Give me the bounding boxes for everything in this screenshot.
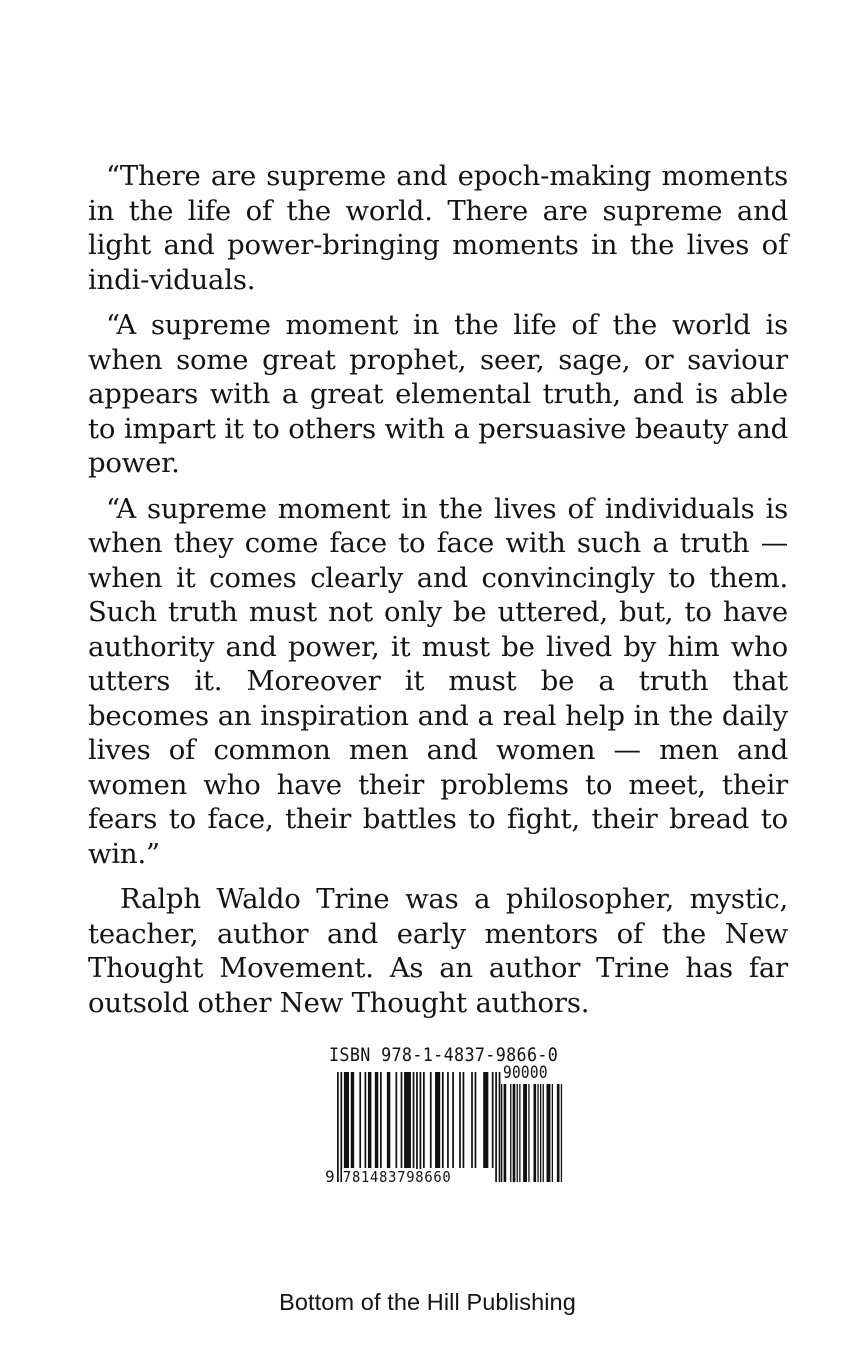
addon-digits: 90000 (503, 1063, 548, 1083)
addon-bar (523, 1084, 527, 1182)
barcode-bar (423, 1072, 425, 1168)
barcode-bar (495, 1072, 497, 1182)
publisher-name: Bottom of the Hill Publishing (279, 1289, 576, 1315)
barcode-bar (430, 1072, 432, 1168)
isbn-barcode (325, 1046, 587, 1190)
quote-paragraph-3: “A supreme moment in the lives of individuals is when they come face to face with such a truth — when it comes clearly and convincingly to them. Such truth must not only be uttered, but, to have authority and power, it must be lived by him who utters it. Moreover it must be a truth that becomes an inspiration and a real help in the daily lives of common men and women — men and women who have their problems to meet, their fears to face, their battles to fight, their bread to win.” (88, 492, 788, 870)
quote-paragraph-1: “There are supreme and epoch-making moments in the life of the world. There are supreme and light and power-bringing moments in the lives of indi-viduals. (88, 160, 788, 296)
barcode-bar (452, 1072, 454, 1168)
barcode-bar (471, 1072, 473, 1168)
barcode-bar (420, 1072, 422, 1182)
barcode-bar (483, 1072, 488, 1168)
author-bio: Ralph Waldo Trine was a philosopher, mystic, teacher, author and early mentors of the New Thought Movement. As an author Trine has far outsold other New Thought authors. (88, 883, 788, 1019)
ean-first-digit: 9 (325, 1167, 335, 1186)
barcode-bar (413, 1072, 415, 1168)
barcode-bar (365, 1072, 367, 1168)
addon-bar (547, 1084, 551, 1182)
barcode-bar (404, 1072, 411, 1168)
addon-bar (517, 1084, 518, 1182)
addon-bar (510, 1084, 511, 1182)
isbn-label: ISBN 978-1-4837-9866-0 (329, 1044, 559, 1066)
barcode-bar (337, 1072, 339, 1182)
barcode-bar (435, 1072, 440, 1168)
addon-bar (534, 1084, 537, 1182)
addon-bar (537, 1084, 538, 1182)
barcode-bar (459, 1072, 461, 1168)
barcode-bar (351, 1072, 354, 1168)
barcode-bar (447, 1072, 449, 1168)
barcode-bar (395, 1072, 397, 1168)
barcode-bar (387, 1072, 390, 1168)
addon-bar (561, 1084, 562, 1182)
barcode-bar (475, 1072, 477, 1168)
barcode-bar (492, 1072, 494, 1168)
addon-bar (557, 1084, 560, 1182)
barcode-bar (380, 1072, 382, 1168)
barcode-bar (463, 1072, 465, 1168)
barcode-bar (442, 1072, 444, 1168)
barcode-bar (344, 1072, 349, 1168)
barcode-bar (359, 1072, 361, 1168)
addon-bar (501, 1084, 502, 1182)
barcode-bar (416, 1072, 418, 1182)
ean-digits: 781483798660 (342, 1169, 476, 1185)
addon-bar (540, 1084, 541, 1182)
barcode-bar (375, 1072, 378, 1168)
addon-bar (552, 1084, 553, 1182)
quote-paragraph-2: “A supreme moment in the life of the world is when some great prophet, seer, sage, or saviour appears with a great elemental truth, and is able to impart it to others with a persuasive beauty and power. (88, 309, 788, 479)
addon-bar (504, 1084, 507, 1182)
barcode-bar (401, 1072, 403, 1168)
back-cover-blurb (88, 159, 788, 1031)
addon-bar (519, 1084, 520, 1182)
addon-bar (528, 1084, 529, 1182)
addon-bar (513, 1084, 516, 1182)
barcode-bar (368, 1072, 371, 1168)
addon-bar (543, 1084, 544, 1182)
barcode-bar (340, 1072, 342, 1182)
barcode-bar (499, 1072, 501, 1182)
